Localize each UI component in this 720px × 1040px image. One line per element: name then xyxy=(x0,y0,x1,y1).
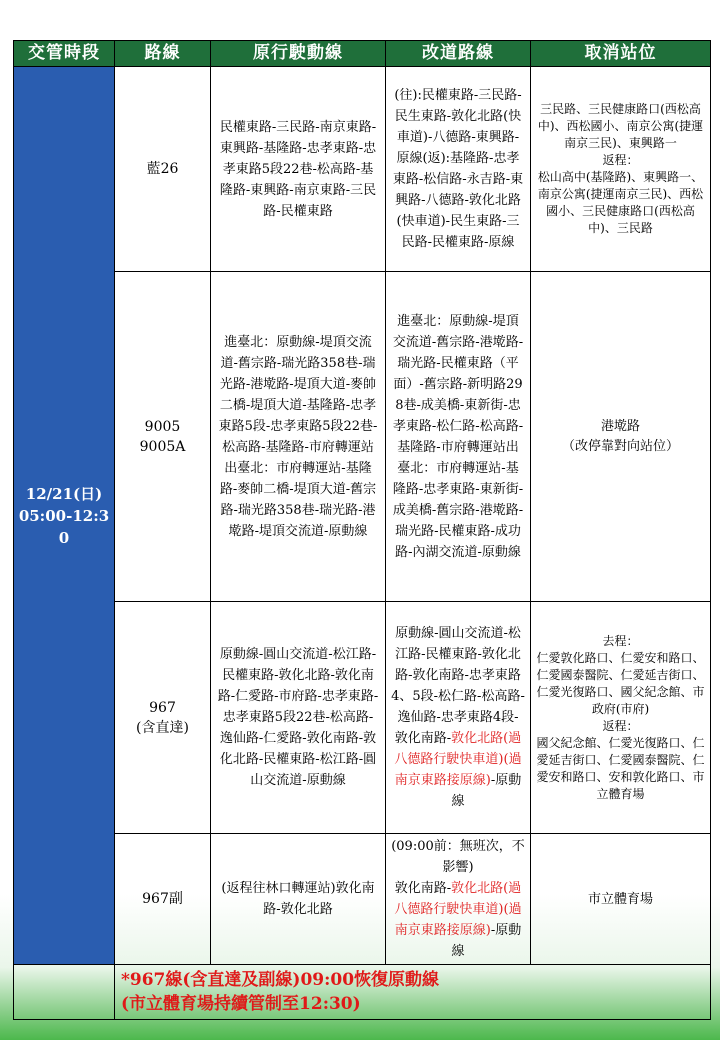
detour-text: 原動線-圓山交流道-松江路-民權東路-敦化北路-敦化南路-忠孝東路4、5段-松仁路-松高路-逸仙路-忠孝東路4段-敦化南路- xyxy=(391,626,525,746)
route-cell xyxy=(115,272,211,602)
cancel-text: 國父紀念館、仁愛光復路口、仁愛延吉街口、仁愛國泰醫院、仁愛安和路口、安和敦化路口、市立體育場 xyxy=(536,735,705,801)
cancel-text-highlight: 市立體育場 xyxy=(587,891,653,907)
table-row xyxy=(14,834,711,965)
route-name: 藍26 xyxy=(146,161,179,177)
note-cell xyxy=(115,965,711,1020)
control-date: 12/21(日) xyxy=(25,484,103,503)
cancel-text: 返程： xyxy=(602,718,639,733)
cancel-text: （改停靠對向站位） xyxy=(561,438,679,454)
original-route-cell: 原動線-圓山交流道-松江路-民權東路-敦化北路-敦化南路-仁愛路-市府路-忠孝東路-忠孝東路5段22巷-松高路-逸仙路-仁愛路-敦化南路-敦化北路-民權東路-松江路-圓山交流道-原動線 xyxy=(211,602,386,834)
original-route-cell: (返程往林口轉運站)敦化南路-敦化北路 xyxy=(211,834,386,965)
route-name: 9005A xyxy=(139,438,186,455)
header-cancelled-stops: 取消站位 xyxy=(531,41,711,67)
original-route-cell: 進臺北：原動線-堤頂交流道-舊宗路-瑞光路358巷-瑞光路-港墘路-堤頂大道-麥帥二橋-堤頂大道-基隆路-忠孝東路5段-忠孝東路5段22巷-松高路-基隆路-市府轉運站出臺北：市府轉運站-基隆路-麥帥二橋-堤頂大道-舊宗路-瑞光路358巷-瑞光路-港墘路-堤頂交流道-原動線 xyxy=(211,272,386,602)
detour-route-cell xyxy=(386,67,531,272)
header-row xyxy=(14,41,711,67)
table-row xyxy=(14,272,711,602)
table-row xyxy=(14,67,711,272)
route-name: 967 xyxy=(149,699,176,716)
header-original-route: 原行駛動線 xyxy=(211,41,386,67)
cancel-text: 仁愛敦化路口、仁愛安和路口、仁愛國泰醫院、仁愛延吉街口、仁愛光復路口、國父紀念館、市政府(市府) xyxy=(536,650,705,716)
detour-text: (09:00前：無班次，不影響) xyxy=(391,839,525,875)
detour-text-highlight: 敦化北路(過八德路行駛快車道)(過南京東路接原線) xyxy=(394,881,522,938)
original-route-cell: 民權東路-三民路-南京東路-東興路-基隆路-忠孝東路-忠孝東路5段22巷-松高路-基隆路-東興路-南京東路-三民路-民權東路 xyxy=(211,67,386,272)
note-line: (市立體育場持續管制至12:30) xyxy=(121,994,361,1014)
header-route: 路線 xyxy=(115,41,211,67)
cancel-text: 去程： xyxy=(602,633,639,648)
detour-text: 敦化南路- xyxy=(394,881,452,896)
cancel-text: 三民路、三民健康路口(西松高中)、西松國小、南京公寓(捷運南京三民)、東興路一 xyxy=(537,102,704,150)
note-row xyxy=(14,965,711,1020)
route-cell xyxy=(115,834,211,965)
note-line: *967線(含直達及副線)09:00恢復原動線 xyxy=(121,970,440,990)
control-time: 05:00-12:30 xyxy=(18,506,110,547)
detour-text: (往):民權東路-三民路-民生東路-敦化北路(快車道)-八德路-東興路-原線(返):基隆路-忠孝東路-松信路-永吉路-東興路-八德路-敦化北路(快車道)-民生東路-三民路-民權東路-原線 xyxy=(392,88,524,250)
route-name: (含直達) xyxy=(136,719,189,736)
cancelled-stops-cell xyxy=(531,67,711,272)
header-detour-route: 改道路線 xyxy=(386,41,531,67)
note-spacer xyxy=(14,965,115,1020)
cancel-text: 松山高中(基隆路)、東興路一、南京公寓(捷運南京三民)、西松國小、三民健康路口(西松高中)、三民路 xyxy=(537,170,704,235)
table-row xyxy=(14,602,711,834)
route-cell xyxy=(115,602,211,834)
detour-text: -原動線 xyxy=(451,773,522,809)
detour-text: -原動線 xyxy=(451,923,522,959)
detour-route-cell xyxy=(386,834,531,965)
detour-text-highlight: 敦化北路(過八德路行駛快車道)(過南京東路接原線) xyxy=(394,731,522,788)
route-cell xyxy=(115,67,211,272)
detour-text: 進臺北：原動線-堤頂交流道-舊宗路-港墘路-瑞光路-民權東路（平面）-舊宗路-新明路298巷-成美橋-東新街-忠孝東路-松仁路-松高路-基隆路-市府轉運站出臺北：市府轉運站-基隆路-忠孝東路-東新街-成美橋-舊宗路-港墘路-瑞光路-民權東路-成功路-內湖交流道-原動線 xyxy=(392,313,524,560)
control-period-cell xyxy=(14,67,115,965)
cancelled-stops-cell xyxy=(531,272,711,602)
cancelled-stops-cell xyxy=(531,602,711,834)
traffic-control-table xyxy=(13,40,711,1020)
route-name: 967副 xyxy=(142,891,183,907)
header-period: 交管時段 xyxy=(14,41,115,67)
detour-route-cell xyxy=(386,272,531,602)
cancelled-stops-cell xyxy=(531,834,711,965)
cancel-text: 港墘路 xyxy=(600,418,640,434)
route-name: 9005 xyxy=(144,418,181,435)
detour-route-cell xyxy=(386,602,531,834)
cancel-text: 返程： xyxy=(602,153,639,167)
